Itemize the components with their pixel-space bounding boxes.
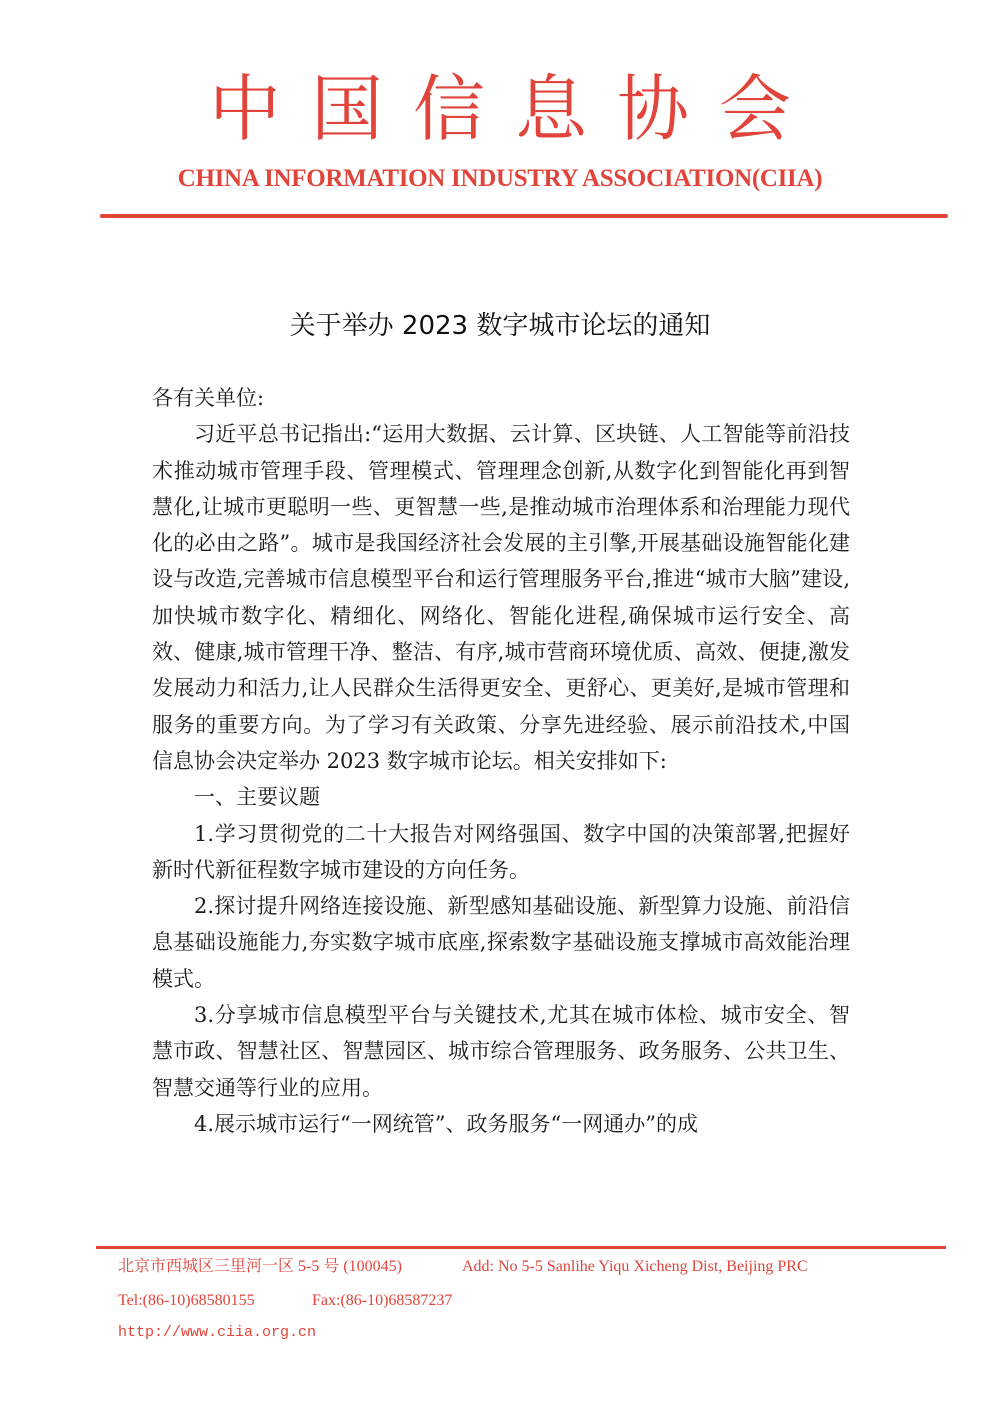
footer-fax: Fax:(86-10)68587237 [312,1292,453,1309]
letterhead-org-name-en: CHINA INFORMATION INDUSTRY ASSOCIATION(CIIA) [177,165,823,192]
footer-tel: Tel:(86-10)68580155 [118,1292,255,1309]
footer-address-en: Add: No 5-5 Sanlihe Yiqu Xicheng Dist, Beijing PRC [462,1258,808,1275]
list-item: 2.探讨提升网络连接设施、新型感知基础设施、新型算力设施、前沿信息基础设施能力,夯实数字城市底座,探索数字基础设施支撑城市高效能治理模式。 [152,894,850,991]
list-item: 1.学习贯彻党的二十大报告对网络强国、数字中国的决策部署,把握好新时代新征程数字城市建设的方向任务。 [152,821,850,882]
footer-address-cn: 北京市西城区三里河一区 5-5 号 (100045) [118,1258,402,1275]
header-divider [100,214,948,218]
document-title: 关于举办 2023 数字城市论坛的通知 [289,311,711,341]
footer-divider [96,1246,946,1249]
footer-website-link[interactable]: http://www.ciia.org.cn [118,1324,317,1341]
letterhead-org-name-cn: 中国信息协会 [208,67,821,151]
list-item: 4.展示城市运行“一网统管”、政务服务“一网通办”的成 [194,1111,698,1136]
document-body [152,380,850,1142]
list-item: 3.分享城市信息模型平台与关键技术,尤其在城市体检、城市安全、智慧市政、智慧社区、智慧园区、城市综合管理服务、政务服务、公共卫生、智慧交通等行业的应用。 [152,1003,850,1100]
salutation: 各有关单位: [152,386,265,410]
intro-paragraph: 习近平总书记指出:“运用大数据、云计算、区块链、人工智能等前沿技术推动城市管理手段、管理模式、管理理念创新,从数字化到智能化再到智慧化,让城市更聪明一些、更智慧一些,是推动城市治理体系和治理能力现代化的必由之路”。城市是我国经济社会发展的主引擎,开展基础设施智能化建设与改造,完善城市信息模型平台和运行管理服务平台,推进“城市大脑”建设,加快城市数字化、精细化、网络化、智能化进程,确保城市运行安全、高效、健康,城市管理干净、整洁、有序,城市营商环境优质、高效、便捷,激发发展动力和活力,让人民群众生活得更安全、更舒心、更美好,是城市管理和服务的重要方向。为了学习有关政策、分享先进经验、展示前沿技术,中国信息协会决定举办 2023 数字城市论坛。相关安排如下: [152,422,850,773]
section-heading: 一、主要议题 [194,785,320,810]
